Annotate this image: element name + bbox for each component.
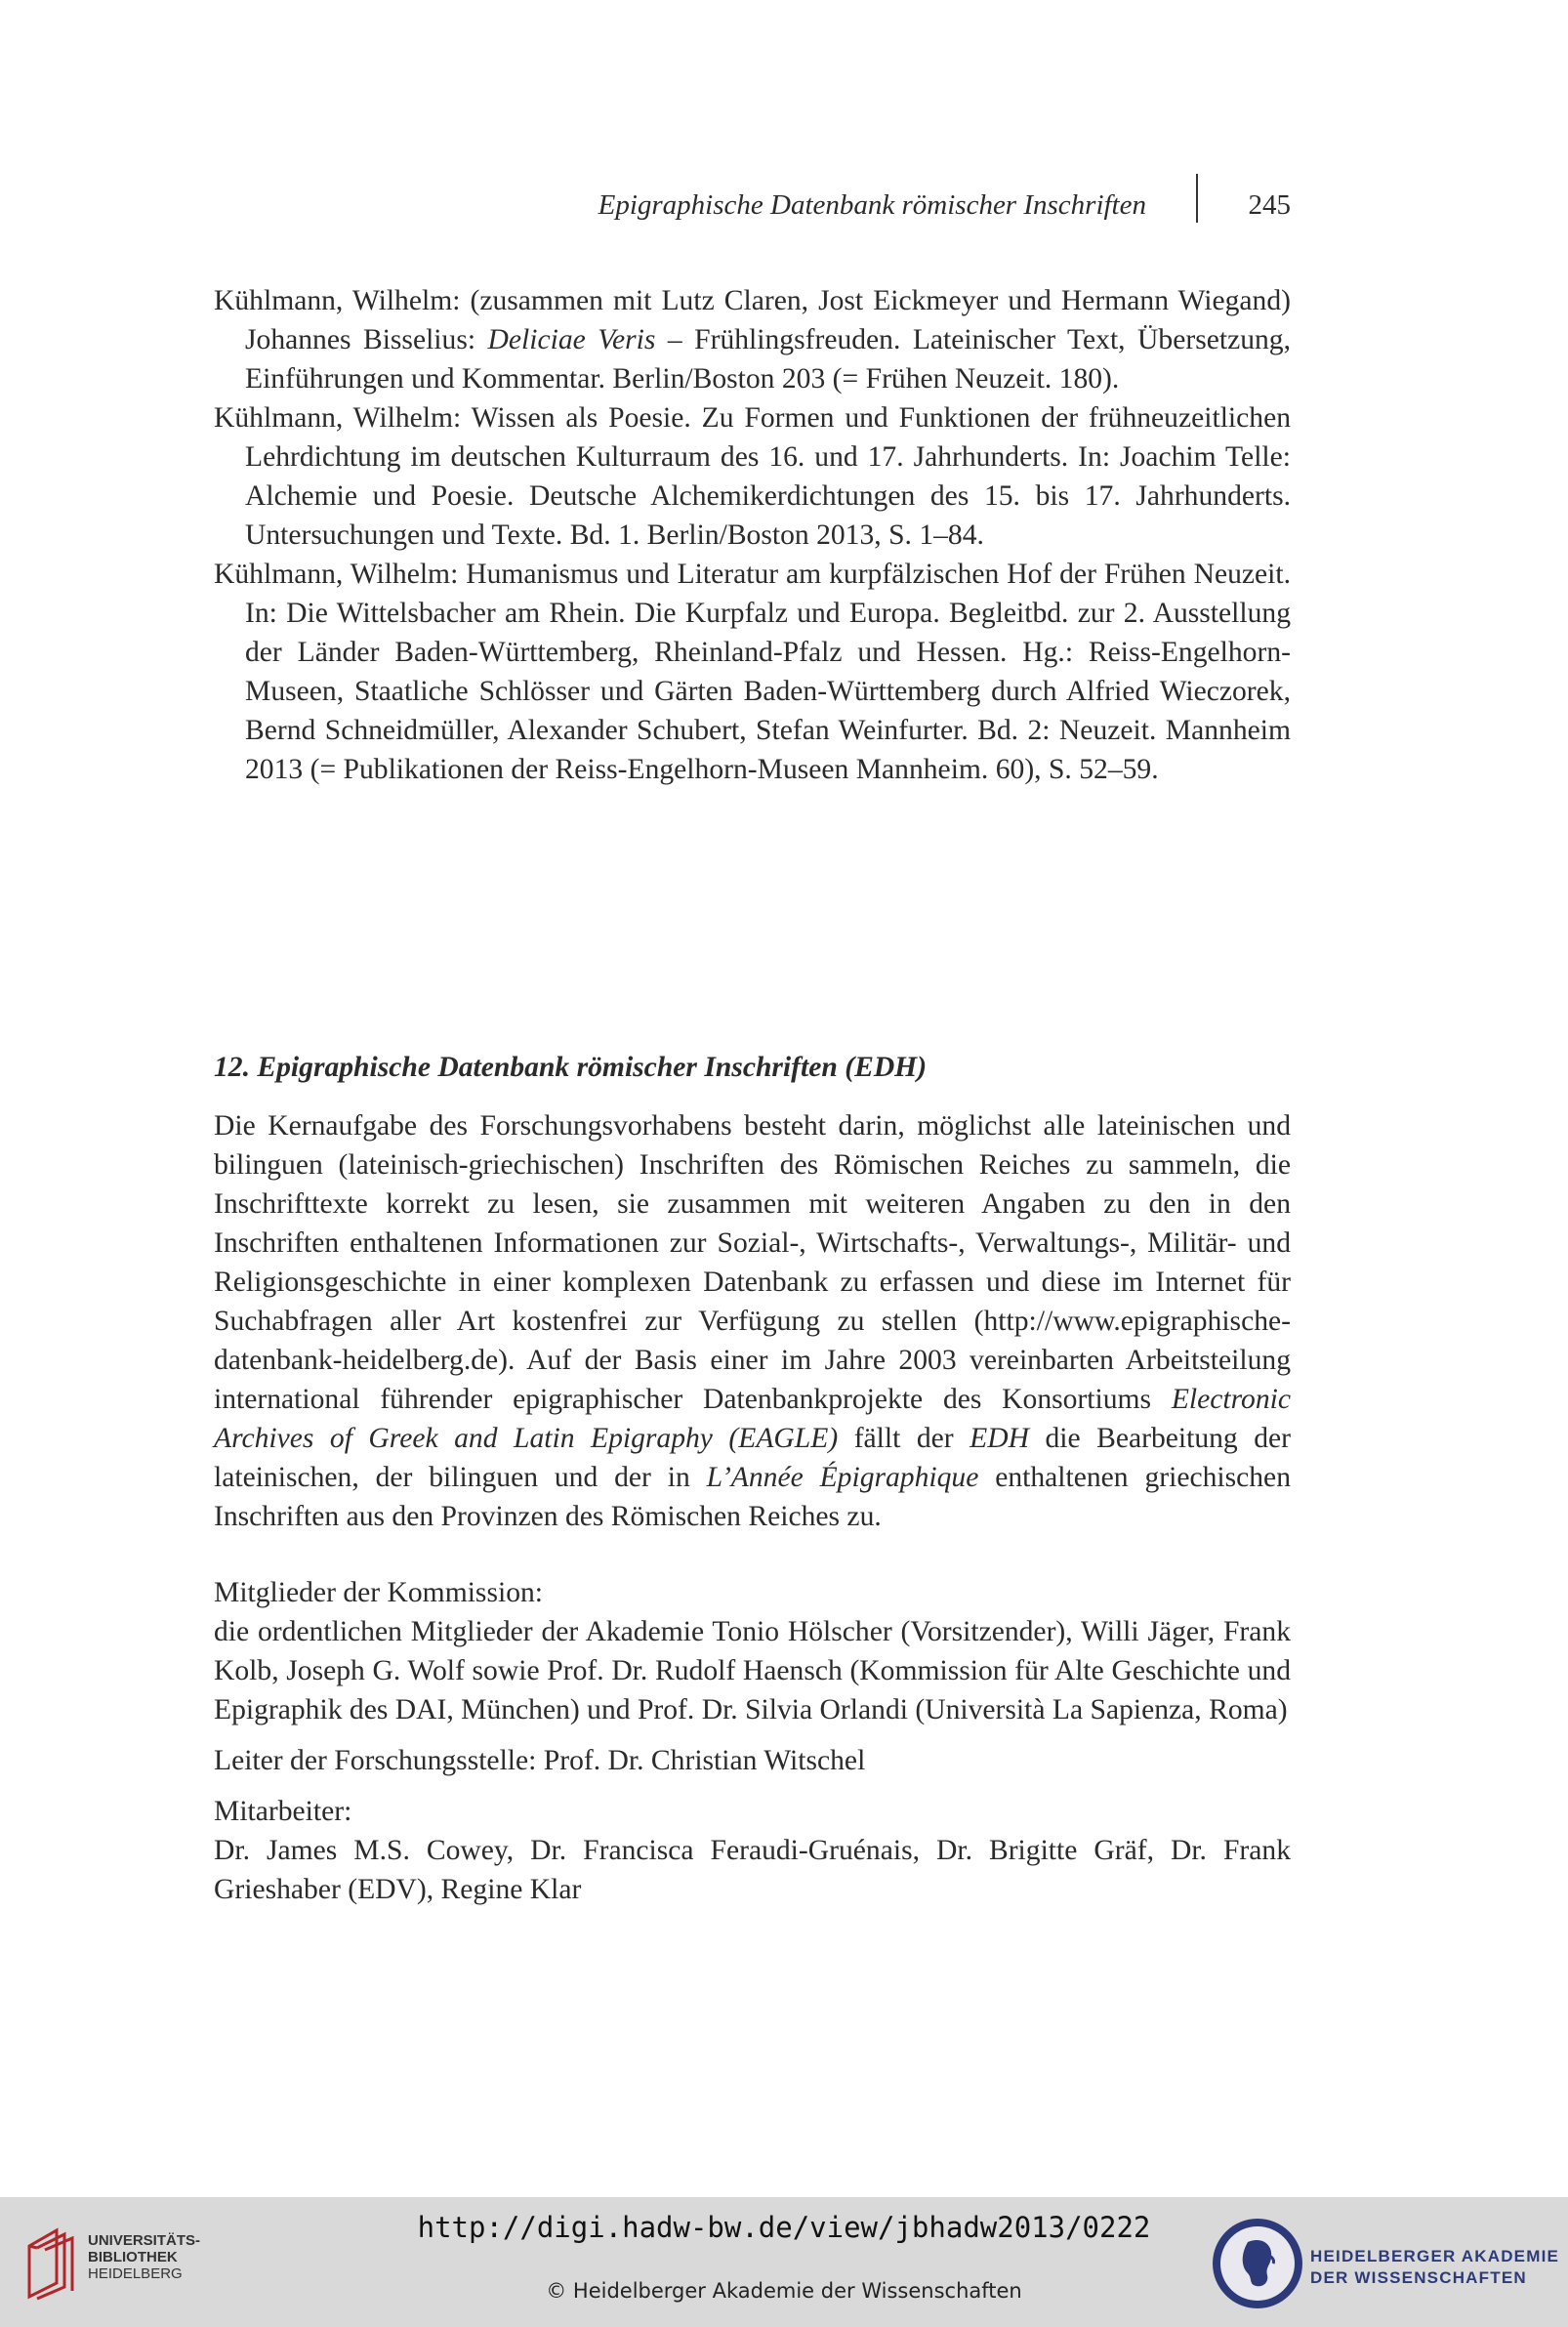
running-head-title: Epigraphische Datenbank römischer Inschriften — [598, 189, 1146, 221]
reference-list — [214, 281, 1291, 789]
reference-entry: Kühlmann, Wilhelm: Wissen als Poesie. Zu Formen und Funktionen der frühneuzeitlichen Lehrdichtung im deutschen Kulturraum des 16. und 17. Jahrhunderts. In: Joachim Telle: Alchemie und Poesie. Deutsche Alchemikerdichtungen des 15. bis 17. Jahrhunderts. Untersuchungen und Texte. Bd. 1. Berlin/Boston 2013, S. 1–84. — [214, 402, 1291, 551]
staff-text: Dr. James M.S. Cowey, Dr. Francisca Feraudi-Gruénais, Dr. Brigitte Gräf, Dr. Frank Grieshaber (EDV), Regine Klar — [214, 1835, 1291, 1905]
reference-entry — [214, 281, 1291, 398]
ub-logo-line: BIBLIOTHEK — [88, 2249, 178, 2265]
paragraph-text: die Bearbeitung der lateinischen, der bilinguen und der in — [214, 1423, 1291, 1493]
reference-text: – Frühlingsfreuden. Lateinischer Text, Übersetzung, Einführungen und Kommentar. Berlin/Boston 203 (= Frühen Neuzeit. 180). — [245, 324, 1291, 395]
footer-bar — [0, 2197, 1568, 2327]
copyright-notice: © Heidelberger Akademie der Wissenschaften — [546, 2279, 1022, 2303]
italic-term: Electronic Archives of Greek and Latin Epigraphy (EAGLE) — [214, 1384, 1291, 1454]
permalink-url[interactable]: http://digi.hadw-bw.de/view/jbhadw2013/0222 — [417, 2211, 1151, 2244]
reference-text: Kühlmann, Wilhelm: (zusammen mit Lutz Claren, Jost Eickmeyer und Hermann Wiegand) Johannes Bisselius: — [214, 285, 1291, 355]
italic-term: L’Année Épigraphique — [706, 1462, 979, 1493]
reference-title-italic: Deliciae Veris — [487, 324, 656, 355]
running-head-rule — [1196, 174, 1198, 223]
hadw-logo-text — [1310, 2246, 1559, 2289]
paragraph-text: fällt der — [838, 1423, 970, 1454]
leader-text: Leiter der Forschungsstelle: Prof. Dr. Christian Witschel — [214, 1745, 866, 1776]
paragraph-text: Die Kernaufgabe des Forschungsvorhabens besteht darin, möglichst alle lateinischen und bilinguen (lateinisch-griechischen) Inschriften des Römischen Reiches zu sammeln, die Inschrifttexte korrekt zu lesen, sie zusammen mit weiteren Angaben zu den in den Inschriften enthaltenen Informationen zur Sozial-, Wirtschafts-, Verwaltungs-, Militär- und Religionsgeschichte in einer komplexen Datenbank zu erfassen und diese im Internet für Suchabfragen aller Art kostenfrei zur Verfügung zu stellen (http://www.epigraphische-datenbank-heidelberg.de). Auf der Basis einer im Jahre 2003 vereinbarten Arbeitsteilung international führender epigraphischer Datenbankprojekte des Konsortiums — [214, 1110, 1291, 1415]
reference-entry: Kühlmann, Wilhelm: Humanismus und Literatur am kurpfälzischen Hof der Frühen Neuzeit. In: Die Wittelsbacher am Rhein. Die Kurpfalz und Europa. Begleitbd. zur 2. Ausstellung der Länder Baden-Württemberg, Rheinland-Pfalz und Hessen. Hg.: Reiss-Engelhorn-Museen, Staatliche Schlösser und Gärten Baden-Württemberg durch Alfried Wieczorek, Bernd Schneidmüller, Alexander Schubert, Stefan Weinfurter. Bd. 2: Neuzeit. Mannheim 2013 (= Publikationen der Reiss-Engelhorn-Museen Mannheim. 60), S. 52–59. — [214, 559, 1291, 785]
hadw-logo-line: HEIDELBERGER AKADEMIE — [1310, 2247, 1560, 2265]
ub-logo-line: UNIVERSITÄTS- — [88, 2232, 201, 2249]
hadw-logo[interactable] — [1209, 2215, 1560, 2312]
academy-seal-icon — [1209, 2215, 1306, 2312]
members-text: die ordentlichen Mitglieder der Akademie Tonio Hölscher (Vorsitzender), Willi Jäger, Frank Kolb, Joseph G. Wolf sowie Prof. Dr. Rudolf Haensch (Kommission für Alte Geschichte und Epigraphik des DAI, München) und Prof. Dr. Silvia Orlandi (Università La Sapienza, Roma) — [214, 1616, 1291, 1725]
paragraph-text: enthaltenen griechischen Inschriften aus den Provinzen des Römischen Reiches zu. — [214, 1462, 1291, 1532]
hadw-logo-line: DER WISSENSCHAFTEN — [1310, 2268, 1527, 2287]
italic-term: EDH — [970, 1423, 1029, 1454]
intro-paragraph — [214, 1106, 1291, 1536]
page-number: 245 — [1248, 189, 1291, 221]
section-heading: 12. Epigraphische Datenbank römischer Inschriften (EDH) — [214, 1052, 928, 1083]
running-head — [0, 174, 1291, 242]
section-body — [214, 1106, 1291, 1909]
members-label: Mitglieder der Kommission: — [214, 1577, 544, 1608]
ub-logo-line: HEIDELBERG — [88, 2265, 183, 2282]
staff-label: Mitarbeiter: — [214, 1796, 352, 1827]
